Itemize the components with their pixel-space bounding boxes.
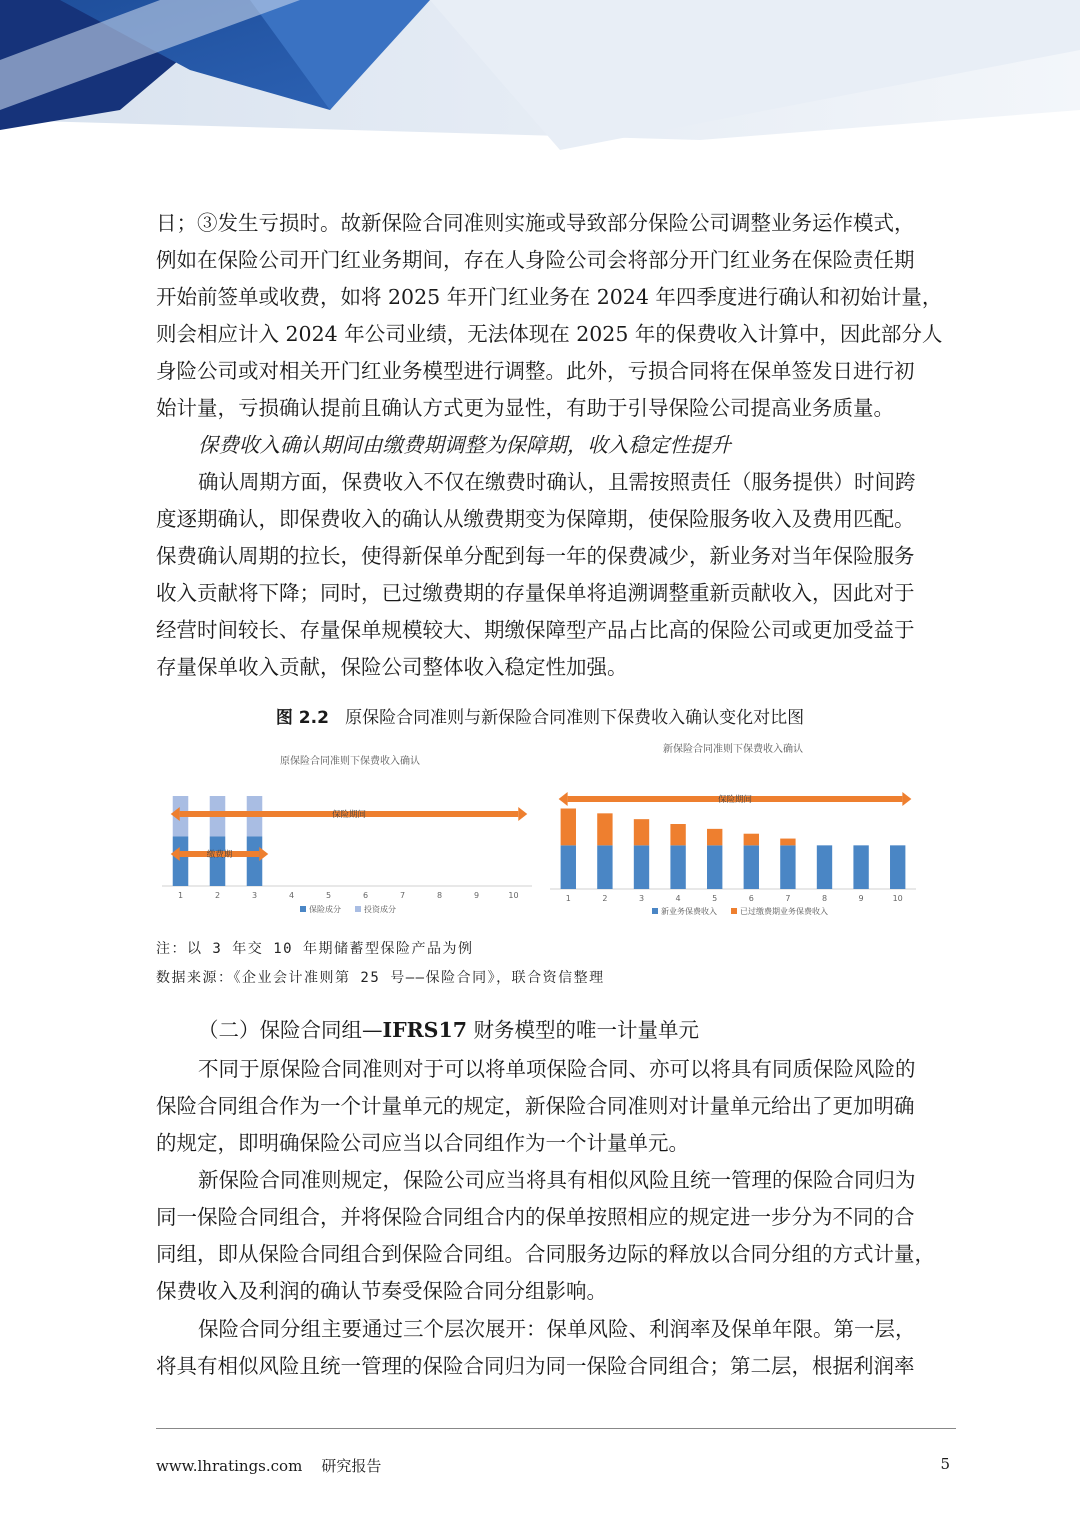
legend-swatch xyxy=(300,906,306,912)
arrow-head-right xyxy=(518,807,527,821)
text-line: 保费确认周期的拉长，使得新保单分配到每一年的保费减少，新业务对当年保险服务 xyxy=(156,544,915,568)
x-tick-label: 2 xyxy=(602,894,608,903)
footer-site-link[interactable]: www.lhratings.com xyxy=(156,1457,303,1475)
x-tick-label: 6 xyxy=(748,894,754,903)
legend-swatch xyxy=(355,906,361,912)
chart-old-standard xyxy=(160,740,540,920)
legend-swatch xyxy=(731,908,737,914)
text-line: 开始前签单或收费，如将 2025 年开门红业务在 2024 年四季度进行确认和初始计量， xyxy=(156,285,943,309)
footer-label: 研究报告 xyxy=(321,1457,382,1475)
text-line: 同一保险合同组合，并将保险合同组合内的保单按照相应的规定进一步分为不同的合 xyxy=(156,1205,915,1229)
arrow-head-right xyxy=(259,847,268,861)
text-line: 确认周期方面，保费收入不仅在缴费时确认，且需按照责任（服务提供）时间跨 xyxy=(198,470,916,494)
bar-segment xyxy=(744,834,759,846)
arrow-label: 保险期间 xyxy=(717,795,753,805)
paragraph-5 xyxy=(156,1311,952,1385)
text-line: 保险合同分组主要通过三个层次展开：保单风险、利润率及保单年限。第一层， xyxy=(198,1317,916,1341)
x-tick-label: 3 xyxy=(638,894,645,903)
legend-label: 已过缴费期业务保费收入 xyxy=(740,907,828,916)
x-tick-label: 10 xyxy=(508,891,519,900)
footer-divider xyxy=(156,1428,956,1429)
text-line: 日；③发生亏损时。故新保险合同准则实施或导致部分保险公司调整业务运作模式， xyxy=(156,211,915,235)
x-tick-label: 5 xyxy=(712,894,718,903)
text-line: 收入贡献将下降；同时，已过缴费期的存量保单将追溯调整重新贡献收入，因此对于 xyxy=(156,581,915,605)
paragraph-4 xyxy=(156,1162,952,1310)
bar-segment xyxy=(744,845,759,889)
bar-segment xyxy=(780,839,795,846)
x-tick-label: 1 xyxy=(177,891,184,900)
x-tick-label: 1 xyxy=(565,894,571,903)
figure-source: 数据来源：《企业会计准则第 25 号——保险合同》，联合资信整理 xyxy=(156,970,605,986)
text-line: 保费收入及利润的确认节奏受保险合同分组影响。 xyxy=(156,1279,607,1303)
legend-label: 保险成分 xyxy=(309,905,341,914)
text-line: 的规定，即明确保险公司应当以合同组作为一个计量单元。 xyxy=(156,1131,689,1155)
x-tick-label: 6 xyxy=(362,891,369,900)
text-line: 不同于原保险合同准则对于可以将单项保险合同、亦可以将具有同质保险风险的 xyxy=(198,1057,916,1081)
bar-segment xyxy=(853,845,868,889)
x-tick-label: 7 xyxy=(399,891,406,900)
bar-segment xyxy=(780,845,795,889)
x-tick-label: 10 xyxy=(892,894,903,903)
x-tick-label: 8 xyxy=(436,891,443,900)
x-tick-label: 3 xyxy=(251,891,258,900)
bar-segment xyxy=(634,845,649,889)
x-tick-label: 5 xyxy=(325,891,332,900)
bar-segment xyxy=(707,829,722,845)
arrow-label: 缴费期 xyxy=(206,850,233,860)
arrow-head-right xyxy=(902,792,911,806)
chart-title: 新保险合同准则下保费收入确认 xyxy=(663,744,803,755)
text-line: 则会相应计入 2024 年公司业绩，无法体现在 2025 年的保费收入计算中，因此部分人 xyxy=(156,322,943,346)
paragraph-2 xyxy=(156,464,952,686)
x-tick-label: 9 xyxy=(858,894,864,903)
bar-segment xyxy=(670,824,685,845)
bar-segment xyxy=(561,845,576,889)
bar-segment xyxy=(890,845,905,889)
section-title xyxy=(198,1013,699,1043)
legend-swatch xyxy=(652,908,658,914)
section-title-prefix: （二）保险合同组— xyxy=(198,1018,383,1042)
x-tick-label: 7 xyxy=(785,894,791,903)
x-tick-label: 9 xyxy=(473,891,480,900)
chart-new-standard xyxy=(548,730,920,920)
section-title-suffix: 财务模型的唯一计量单元 xyxy=(467,1018,700,1042)
bar-segment xyxy=(247,837,263,887)
figure-caption xyxy=(0,703,1080,728)
paragraph-1 xyxy=(156,205,952,427)
figure-note: 注：以 3 年交 10 年期储蓄型保险产品为例 xyxy=(156,941,474,957)
text-line: 度逐期确认，即保费收入的确认从缴费期变为保障期，使保险服务收入及费用匹配。 xyxy=(156,507,915,531)
figure-title: 原保险合同准则与新保险合同准则下保费收入确认变化对比图 xyxy=(345,708,805,728)
legend-label: 新业务保费收入 xyxy=(661,907,717,916)
paragraph-3 xyxy=(156,1051,952,1162)
text-line: 将具有相似风险且统一管理的保险合同归为同一保险合同组合；第二层，根据利润率 xyxy=(156,1354,915,1378)
text-line: 例如在保险公司开门红业务期间，存在人身险公司会将部分开门红业务在保险责任期 xyxy=(156,248,915,272)
footer-left xyxy=(156,1455,381,1476)
x-tick-label: 4 xyxy=(288,891,295,900)
arrow-label: 保险期间 xyxy=(331,810,367,820)
text-line: 新保险合同准则规定，保险公司应当将具有相似风险且统一管理的保险合同归为 xyxy=(198,1168,916,1192)
text-line: 经营时间较长、存量保单规模较大、期缴保障型产品占比高的保险公司或更加受益于 xyxy=(156,618,915,642)
chart-title: 原保险合同准则下保费收入确认 xyxy=(280,756,420,767)
bar-segment xyxy=(634,819,649,845)
bar-segment xyxy=(173,837,189,887)
text-line: 始计量，亏损确认提前且确认方式更为显性，有助于引导保险公司提高业务质量。 xyxy=(156,396,894,420)
bar-segment xyxy=(561,808,576,845)
bar-segment xyxy=(817,845,832,889)
italic-subheading: 保费收入确认期间由缴费期调整为保障期，收入稳定性提升 xyxy=(198,433,731,457)
text-line: 身险公司或对相关开门红业务模型进行调整。此外，亏损合同将在保单签发日进行初 xyxy=(156,359,915,383)
bar-segment xyxy=(597,845,612,889)
bar-segment xyxy=(670,845,685,889)
x-tick-label: 2 xyxy=(214,891,221,900)
figure-number: 图 2.2 xyxy=(275,708,329,728)
header-decoration xyxy=(0,0,1080,200)
section-title-bold: IFRS17 xyxy=(382,1018,468,1042)
arrow-head-left xyxy=(559,792,568,806)
x-tick-label: 8 xyxy=(821,894,828,903)
text-line: 存量保单收入贡献，保险公司整体收入稳定性加强。 xyxy=(156,655,628,679)
page-number: 5 xyxy=(940,1455,950,1473)
x-tick-label: 4 xyxy=(675,894,681,903)
text-line: 同组，即从保险合同组合到保险合同组。合同服务边际的释放以合同分组的方式计量， xyxy=(156,1242,935,1266)
bar-segment xyxy=(597,813,612,845)
legend-label: 投资成分 xyxy=(364,905,396,914)
bar-segment xyxy=(210,837,226,887)
text-line: 保险合同组合作为一个计量单元的规定，新保险合同准则对计量单元给出了更加明确 xyxy=(156,1094,915,1118)
bar-segment xyxy=(707,845,722,889)
